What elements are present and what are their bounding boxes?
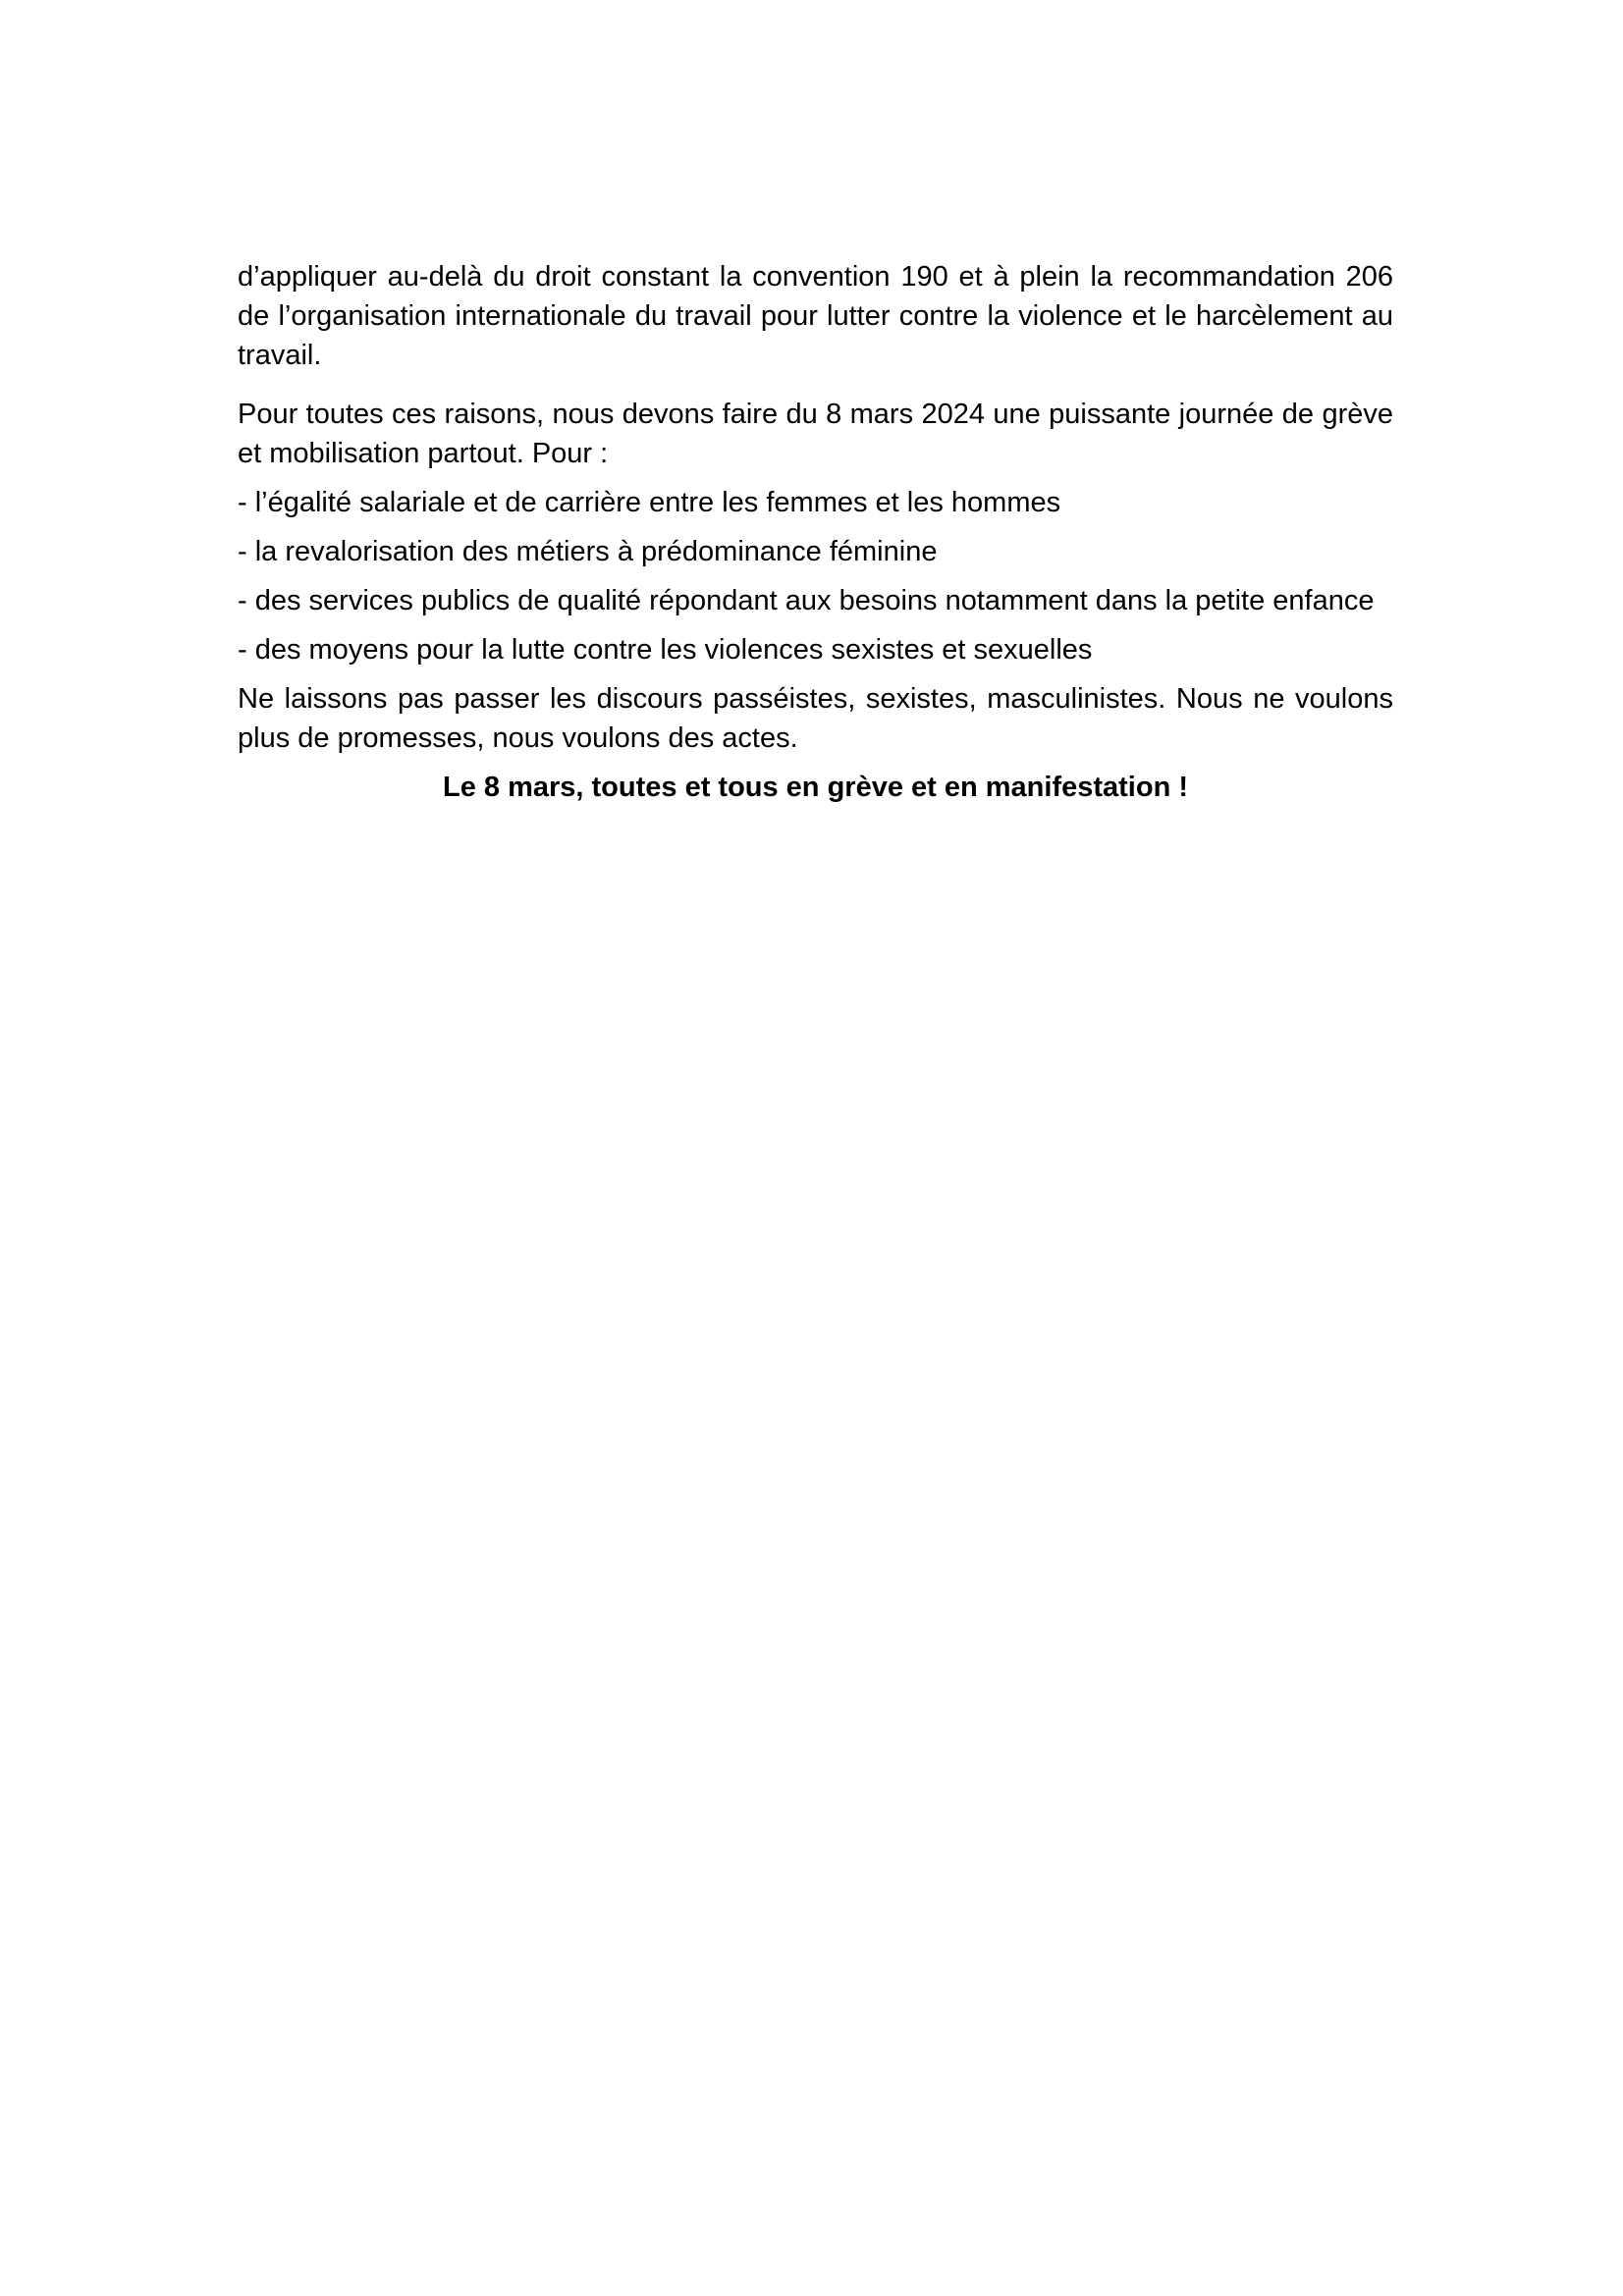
- list-item-revaluation: - la revalorisation des métiers à prédominance féminine: [238, 536, 938, 567]
- demands-list: [238, 483, 1393, 669]
- paragraph-convention: d’appliquer au-delà du droit constant la convention 190 et à plein la recommandation 206 de l’organisation internationale du travail pour lutter contre la violence et le harcèlement au travail.: [238, 261, 1393, 371]
- list-item-public-services: - des services publics de qualité répondant aux besoins notamment dans la petite enfance: [238, 585, 1375, 616]
- closing-slogan: Le 8 mars, toutes et tous en grève et en manifestation !: [442, 772, 1189, 803]
- list-item-violence-funding: - des moyens pour la lutte contre les violences sexistes et sexuelles: [238, 634, 1093, 666]
- document-body: [238, 257, 1393, 807]
- paragraph-call-to-strike: Pour toutes ces raisons, nous devons faire du 8 mars 2024 une puissante journée de grève et mobilisation partout. Pour :: [238, 399, 1393, 469]
- list-item-equal-pay: - l’égalité salariale et de carrière entre les femmes et les hommes: [238, 487, 1061, 518]
- paragraph-conclusion: Ne laissons pas passer les discours passéistes, sexistes, masculinistes. Nous ne voulons plus de promesses, nous voulons des actes.: [238, 683, 1393, 754]
